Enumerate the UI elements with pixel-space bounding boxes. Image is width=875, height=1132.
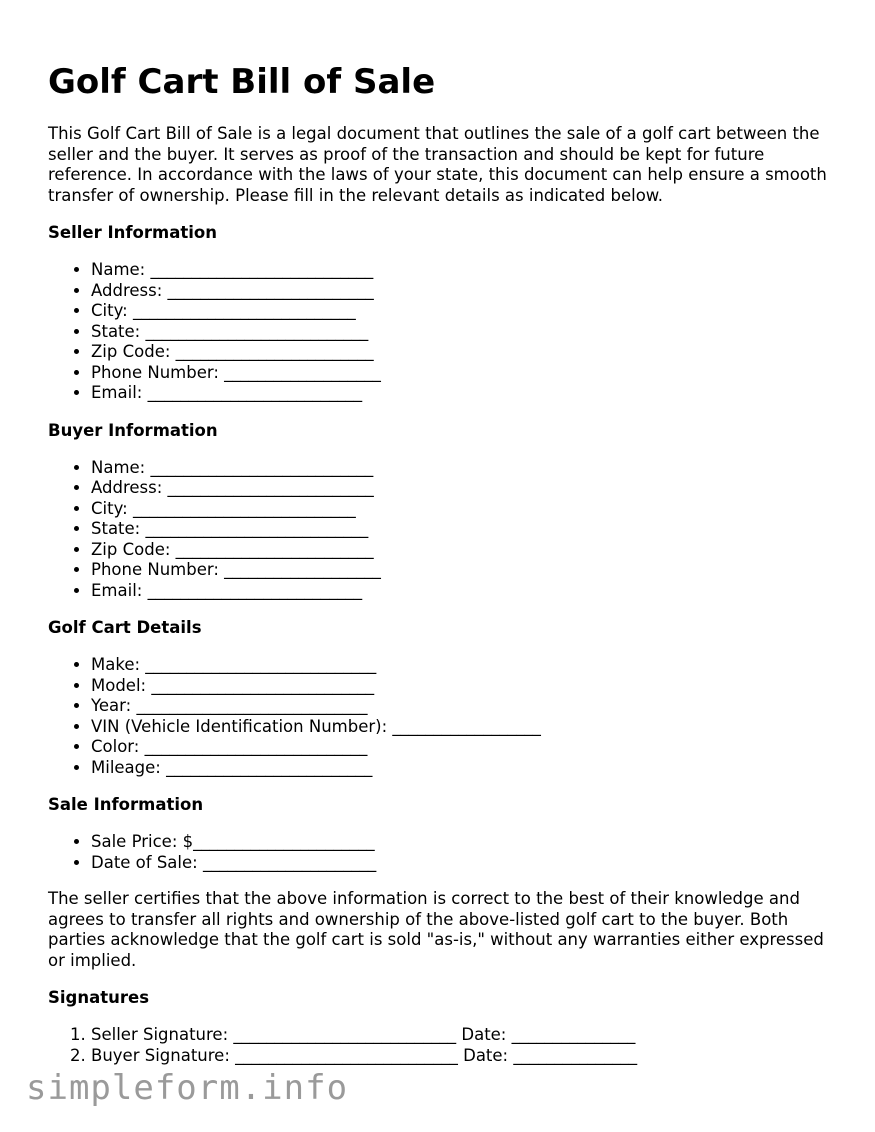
seller-zip-field[interactable]: • Zip Code: ________________________ [91,342,838,363]
buyer-name-field[interactable]: • Name: ___________________________ [91,458,838,479]
seller-heading: Seller Information [48,223,217,242]
cart-vin-field[interactable]: • VIN (Vehicle Identification Number): __________________ [91,717,838,738]
sale-list [48,832,838,873]
seller-address-field[interactable]: • Address: _________________________ [91,281,838,302]
buyer-list [48,458,838,602]
watermark: simpleform.info [26,1068,349,1108]
seller-name-field[interactable]: • Name: ___________________________ [91,260,838,281]
signatures-heading: Signatures [48,988,150,1007]
signatures-list [48,1025,838,1066]
seller-state-field[interactable]: • State: ___________________________ [91,322,838,343]
cart-make-field[interactable]: • Make: ____________________________ [91,655,838,676]
cart-list [48,655,838,778]
buyer-email-field[interactable]: • Email: __________________________ [91,581,838,602]
cart-year-field[interactable]: • Year: ____________________________ [91,696,838,717]
buyer-zip-field[interactable]: • Zip Code: ________________________ [91,540,838,561]
cart-heading: Golf Cart Details [48,618,202,637]
sale-price-field[interactable]: • Sale Price: $______________________ [91,832,838,853]
intro-paragraph: This Golf Cart Bill of Sale is a legal document that outlines the sale of a golf cart between the seller and the buyer. It serves as proof of the transaction and should be kept for future reference. In accordance with the laws of your state, this document can help ensure a smooth transfer of ownership. Please fill in the relevant details as indicated below. [48,124,827,205]
sale-heading: Sale Information [48,795,204,814]
buyer-phone-field[interactable]: • Phone Number: ___________________ [91,560,838,581]
seller-signature-field[interactable]: 1. Seller Signature: ___________________________ Date: _______________ [91,1025,838,1046]
sale-date-field[interactable]: • Date of Sale: _____________________ [91,853,838,874]
cart-model-field[interactable]: • Model: ___________________________ [91,676,838,697]
cart-mileage-field[interactable]: • Mileage: _________________________ [91,758,838,779]
buyer-state-field[interactable]: • State: ___________________________ [91,519,838,540]
document-body [48,124,838,1066]
cart-color-field[interactable]: • Color: ___________________________ [91,737,838,758]
buyer-address-field[interactable]: • Address: _________________________ [91,478,838,499]
buyer-heading: Buyer Information [48,420,218,440]
seller-phone-field[interactable]: • Phone Number: ___________________ [91,363,838,384]
buyer-signature-field[interactable]: 2. Buyer Signature: ___________________________ Date: _______________ [91,1046,838,1067]
seller-list [48,260,838,404]
certification-paragraph: The seller certifies that the above information is correct to the best of their knowledge and agrees to transfer all rights and ownership of the above-listed golf cart to the buyer. Both parties acknowledge that the golf cart is sold "as-is," without any warranties either expressed or implied. [48,889,824,970]
seller-city-field[interactable]: • City: ___________________________ [91,301,838,322]
page-title: Golf Cart Bill of Sale [48,62,436,102]
seller-email-field[interactable]: • Email: __________________________ [91,383,838,404]
buyer-city-field[interactable]: • City: ___________________________ [91,499,838,520]
